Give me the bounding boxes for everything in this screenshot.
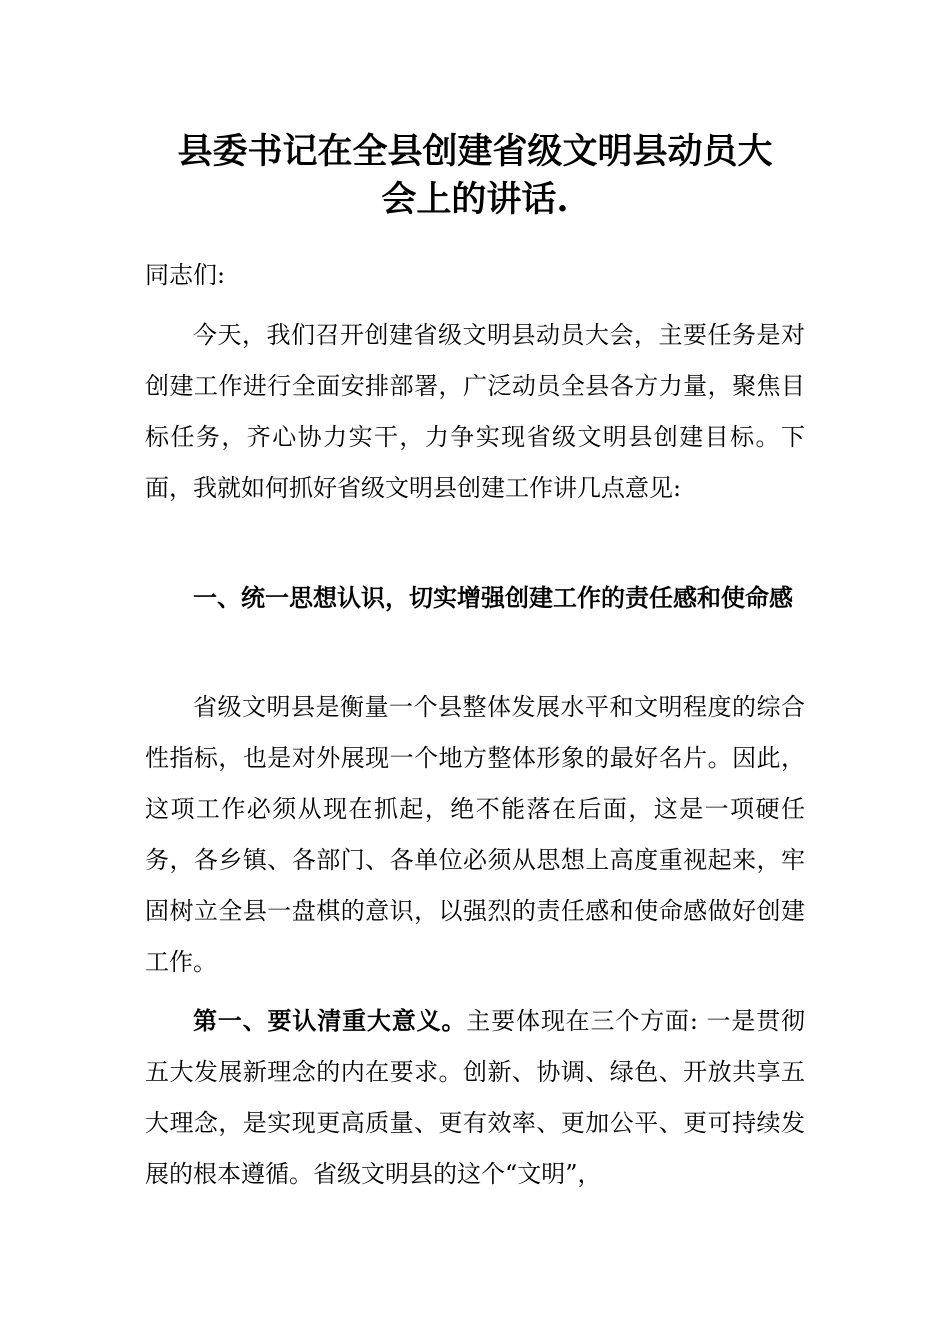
document-title <box>145 128 805 224</box>
section-1-paragraph: 省级文明县是衡量一个县整体发展水平和文明程度的综合性指标，也是对外展现一个地方整体形象的最好名片。因此，这项工作必须从现在抓起，绝不能落在后面，这是一项硬任务，各乡镇、各部门、各单位必须从思想上高度重视起来，牢固树立全县一盘棋的意识，以强烈的责任感和使命感做好创建工作。 <box>145 693 805 976</box>
point-1-paragraph <box>145 995 805 1200</box>
intro-paragraph: 今天，我们召开创建省级文明县动员大会，主要任务是对创建工作进行全面安排部署，广泛动员全县各方力量，聚焦目标任务，齐心协力实干，力争实现省级文明县创建目标。下面，我就如何抓好省级文明县创建工作讲几点意见: <box>145 321 805 502</box>
point-1-lead: 第一、要认清重大意义。 <box>193 1006 467 1035</box>
section-1-heading: 一、统一思想认识，切实增强创建工作的责任感和使命感 <box>193 583 793 612</box>
title-line-1: 县委书记在全县创建省级文明县动员大 <box>177 131 773 172</box>
greeting: 同志们: <box>145 261 226 289</box>
title-line-2: 会上的讲话. <box>381 179 569 220</box>
point-1-body: 主要体现在三个方面: 一是贯彻五大发展新理念的内在要求。创新、协调、绿色、开放共享五大理念，是实现更高质量、更有效率、更加公平、更可持续发展的根本遵循。省级文明县的这个“文明”， <box>145 1007 805 1188</box>
